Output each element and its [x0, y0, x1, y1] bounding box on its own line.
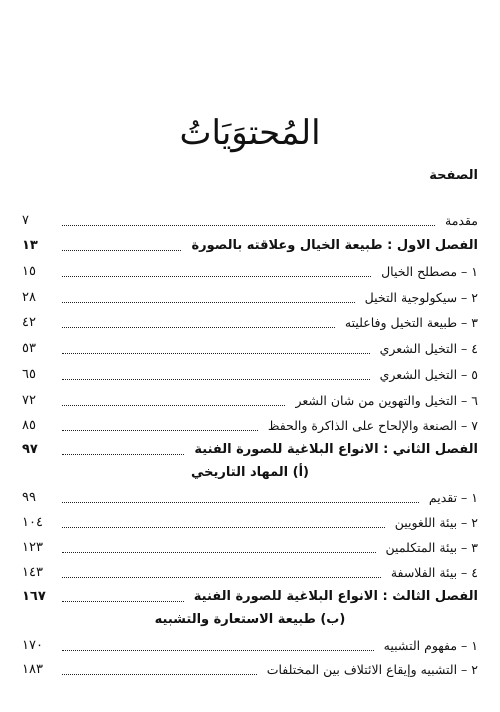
- toc-entry-page: ١٠٤: [22, 515, 43, 530]
- toc-entry-page: ٨٥: [22, 418, 36, 433]
- page-title: المُحتوَيَاتُ: [179, 113, 321, 153]
- toc-entry: [22, 262, 478, 282]
- toc-entry-page: ٦٥: [22, 367, 36, 382]
- toc-chapter-title: الفصل الثاني : الانواع البلاغية للصورة الفنية: [194, 442, 478, 457]
- toc-entry-title: ٢ – التشبيه وإيقاع الائتلاف بين المختلفات: [266, 662, 478, 677]
- dot-leader: [62, 674, 257, 675]
- dot-leader: [62, 502, 419, 503]
- dot-leader: [62, 405, 285, 406]
- toc-entry-page: ١٧٠: [22, 638, 43, 653]
- toc-entry-page: ١٤٣: [22, 565, 43, 580]
- toc-entry-title: ١ – مفهوم التشبيه: [383, 638, 478, 653]
- toc-entry-title: ٣ – بيئة المتكلمين: [385, 540, 478, 555]
- dot-leader: [62, 250, 181, 251]
- toc-entry: [22, 288, 478, 308]
- toc-chapter-title: الفصل الثالث : الانواع البلاغية للصورة الفنية: [193, 589, 478, 604]
- toc-subheading: (ب) طبيعة الاستعارة والتشبيه: [154, 612, 346, 627]
- dot-leader: [62, 601, 184, 602]
- toc-entry: [22, 365, 478, 385]
- toc-entry-title: ٢ – سيكولوجية التخيل: [364, 290, 478, 305]
- toc-chapter: [22, 587, 478, 607]
- dot-leader: [62, 276, 371, 277]
- toc-entry-page: ١٣: [22, 238, 38, 253]
- dot-leader: [62, 225, 435, 226]
- toc-entry-title: ٥ – التخيل الشعري: [379, 367, 478, 382]
- toc-entry: [22, 313, 478, 333]
- toc-entry-page: ٧: [22, 213, 29, 228]
- dot-leader: [62, 379, 370, 380]
- toc-entry: [22, 660, 478, 680]
- toc-entry: [22, 416, 478, 436]
- dot-leader: [62, 650, 374, 651]
- toc-entry-page: ٩٩: [22, 490, 36, 505]
- toc-entry-title: ٧ – الصنعة والإلحاح على الذاكرة والحفظ: [267, 418, 478, 433]
- toc-entry-page: ١٢٣: [22, 540, 43, 555]
- toc-entry-page: ١٥: [22, 264, 36, 279]
- toc-entry-title: ١ – تقديم: [428, 490, 478, 505]
- toc-entry: [22, 563, 478, 583]
- toc-entry-title: مقدمة: [445, 213, 478, 228]
- toc-entry-page: ٥٣: [22, 341, 36, 356]
- toc-chapter: [22, 236, 478, 256]
- toc-entry: [22, 538, 478, 558]
- toc-entry-page: ١٦٧: [22, 589, 46, 604]
- toc-entry: [22, 211, 478, 231]
- toc-entry-page: ١٨٣: [22, 662, 43, 677]
- dot-leader: [62, 454, 184, 455]
- toc-chapter-title: الفصل الاول : طبيعة الخيال وعلاقته بالصورة: [191, 238, 478, 253]
- toc-entry-title: ٣ – طبيعة التخيل وفاعليته: [344, 315, 478, 330]
- toc-entry-page: ٢٨: [22, 290, 36, 305]
- dot-leader: [62, 527, 385, 528]
- toc-entry: [22, 339, 478, 359]
- toc-entry-title: ٤ – التخيل الشعري: [379, 341, 478, 356]
- toc-entry-title: ١ – مصطلح الخيال: [381, 264, 478, 279]
- dot-leader: [62, 302, 355, 303]
- toc-chapter: [22, 440, 478, 460]
- dot-leader: [62, 327, 335, 328]
- toc-entry-page: ٤٢: [22, 315, 36, 330]
- dot-leader: [62, 430, 258, 431]
- toc-entry-title: ٤ – بيئة الفلاسفة: [390, 565, 478, 580]
- toc-subheading: (أ) المهاد التاريخي: [191, 465, 309, 480]
- dot-leader: [62, 577, 381, 578]
- toc-entry-title: ٦ – التخيل والتهوين من شان الشعر: [295, 393, 478, 408]
- toc-entry: [22, 636, 478, 656]
- toc-entry-page: ٧٢: [22, 393, 36, 408]
- toc-entry-title: ٢ – بيئة اللغويين: [394, 515, 478, 530]
- toc-entry: [22, 488, 478, 508]
- toc-entry: [22, 513, 478, 533]
- toc-entry-page: ٩٧: [22, 442, 38, 457]
- dot-leader: [62, 353, 370, 354]
- dot-leader: [62, 552, 376, 553]
- toc-entry: [22, 391, 478, 411]
- page-column-label: الصفحة: [429, 168, 478, 183]
